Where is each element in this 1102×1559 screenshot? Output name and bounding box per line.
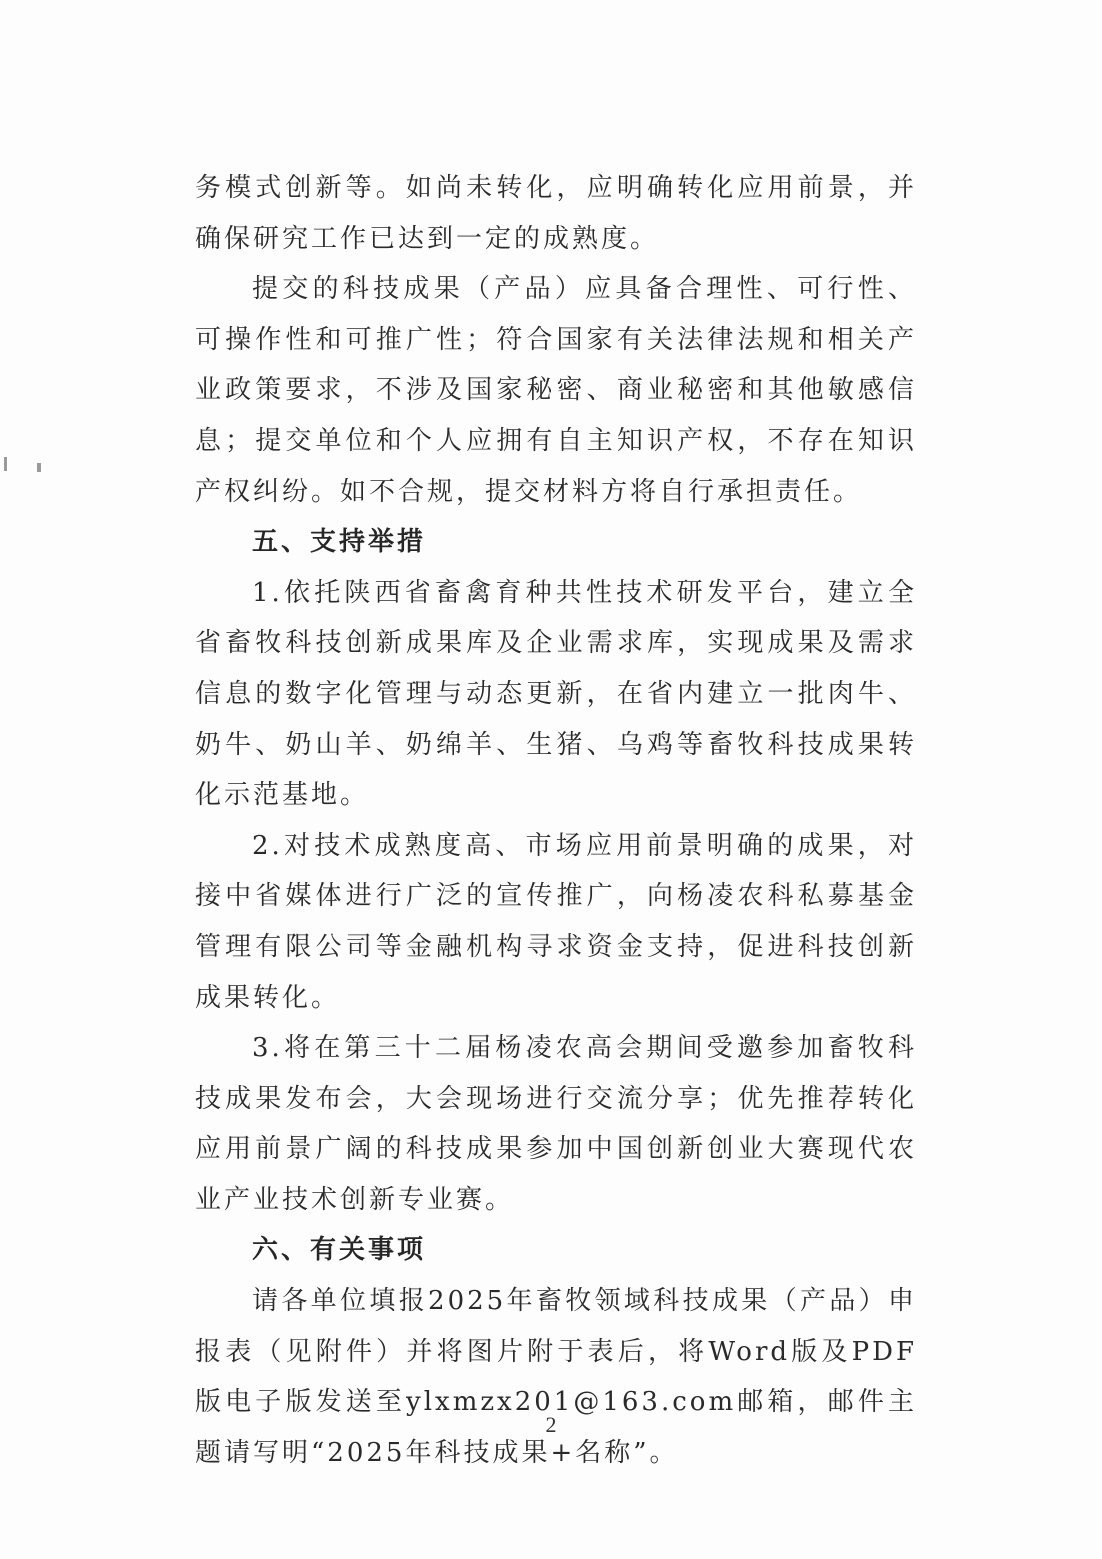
scan-mark: [4, 457, 7, 471]
scan-mark: [37, 463, 41, 472]
paragraph-6: 请各单位填报2025年畜牧领域科技成果（产品）申报表（见附件）并将图片附于表后，将Word版及PDF版电子版发送至ylxmzx201@163.com邮箱，邮件主题请写明“2025年科技成果+名称”。: [195, 1286, 917, 1468]
paragraph-2: 提交的科技成果（产品）应具备合理性、可行性、可操作性和可推广性；符合国家有关法律法规和相关产业政策要求，不涉及国家秘密、商业秘密和其他敏感信息；提交单位和个人应拥有自主知识产权，不存在知识产权纠纷。如不合规，提交材料方将自行承担责任。: [195, 274, 917, 507]
page-number: 2: [545, 1412, 557, 1437]
document-body: [195, 163, 917, 1478]
paragraph-1: 务模式创新等。如尚未转化，应明确转化应用前景，并确保研究工作已达到一定的成熟度。: [195, 173, 917, 254]
section-heading-6: 六、有关事项: [252, 1235, 427, 1266]
paragraph-4: 2.对技术成熟度高、市场应用前景明确的成果，对接中省媒体进行广泛的宣传推广，向杨凌农科私募基金管理有限公司等金融机构寻求资金支持，促进科技创新成果转化。: [195, 830, 917, 1013]
section-heading-5: 五、支持举措: [252, 527, 427, 558]
paragraph-5: 3.将在第三十二届杨凌农高会期间受邀参加畜牧科技成果发布会，大会现场进行交流分享；优先推荐转化应用前景广阔的科技成果参加中国创新创业大赛现代农业产业技术创新专业赛。: [195, 1033, 917, 1215]
paragraph-3: 1.依托陕西省畜禽育种共性技术研发平台，建立全省畜牧科技创新成果库及企业需求库，实现成果及需求信息的数字化管理与动态更新，在省内建立一批肉牛、奶牛、奶山羊、奶绵羊、生猪、乌鸡等畜牧科技成果转化示范基地。: [195, 577, 917, 811]
